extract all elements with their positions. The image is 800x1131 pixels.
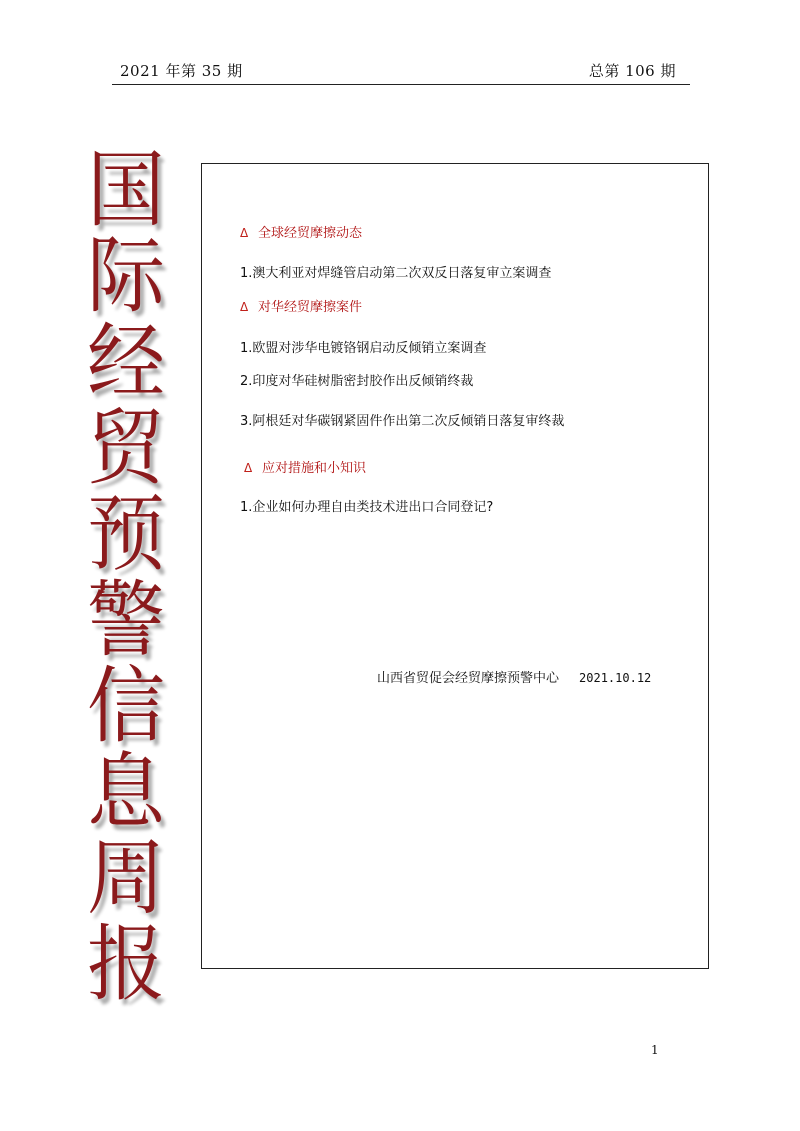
title-char: 警 [86,573,165,669]
title-char: 信 [86,659,165,755]
triangle-icon: Δ [240,300,249,314]
title-char: 经 [86,315,165,411]
table-of-contents [201,163,709,969]
toc-item[interactable]: 1.欧盟对涉华电镀铬钢启动反倾销立案调查 [240,341,487,356]
triangle-icon: Δ [244,461,253,475]
total-issue-number: 总第 106 期 [588,62,676,80]
section-heading-label: 应对措施和小知识 [262,461,367,476]
section-heading-label: 对华经贸摩擦案件 [258,300,363,315]
publication-title [66,143,186,1013]
publisher-organization: 山西省贸促会经贸摩擦预警中心 [377,671,560,686]
publish-date: 2021.10.12 [579,671,652,685]
title-char: 息 [86,745,165,841]
section-heading-label: 全球经贸摩擦动态 [258,226,363,241]
issue-number: 2021 年第 35 期 [120,62,243,80]
section-heading-china-cases [240,296,362,315]
title-char: 预 [86,487,165,583]
section-heading-countermeasures [244,457,366,476]
title-char: 国 [86,143,165,239]
section-heading-global-friction [240,222,362,241]
toc-item[interactable]: 2.印度对华硅树脂密封胶作出反倾销终裁 [240,374,474,389]
title-char: 贸 [86,401,165,497]
publisher-line [377,667,651,686]
page-number: 1 [651,1043,659,1057]
title-char: 际 [86,229,165,325]
toc-item[interactable]: 3.阿根廷对华碳钢紧固件作出第二次反倾销日落复审终裁 [240,414,565,429]
page-header [112,56,690,85]
title-char: 周 [86,831,165,927]
triangle-icon: Δ [240,226,249,240]
toc-item[interactable]: 1.企业如何办理自由类技术进出口合同登记? [240,500,494,515]
toc-item[interactable]: 1.澳大利亚对焊缝管启动第二次双反日落复审立案调查 [240,266,552,281]
title-char: 报 [86,917,165,1013]
